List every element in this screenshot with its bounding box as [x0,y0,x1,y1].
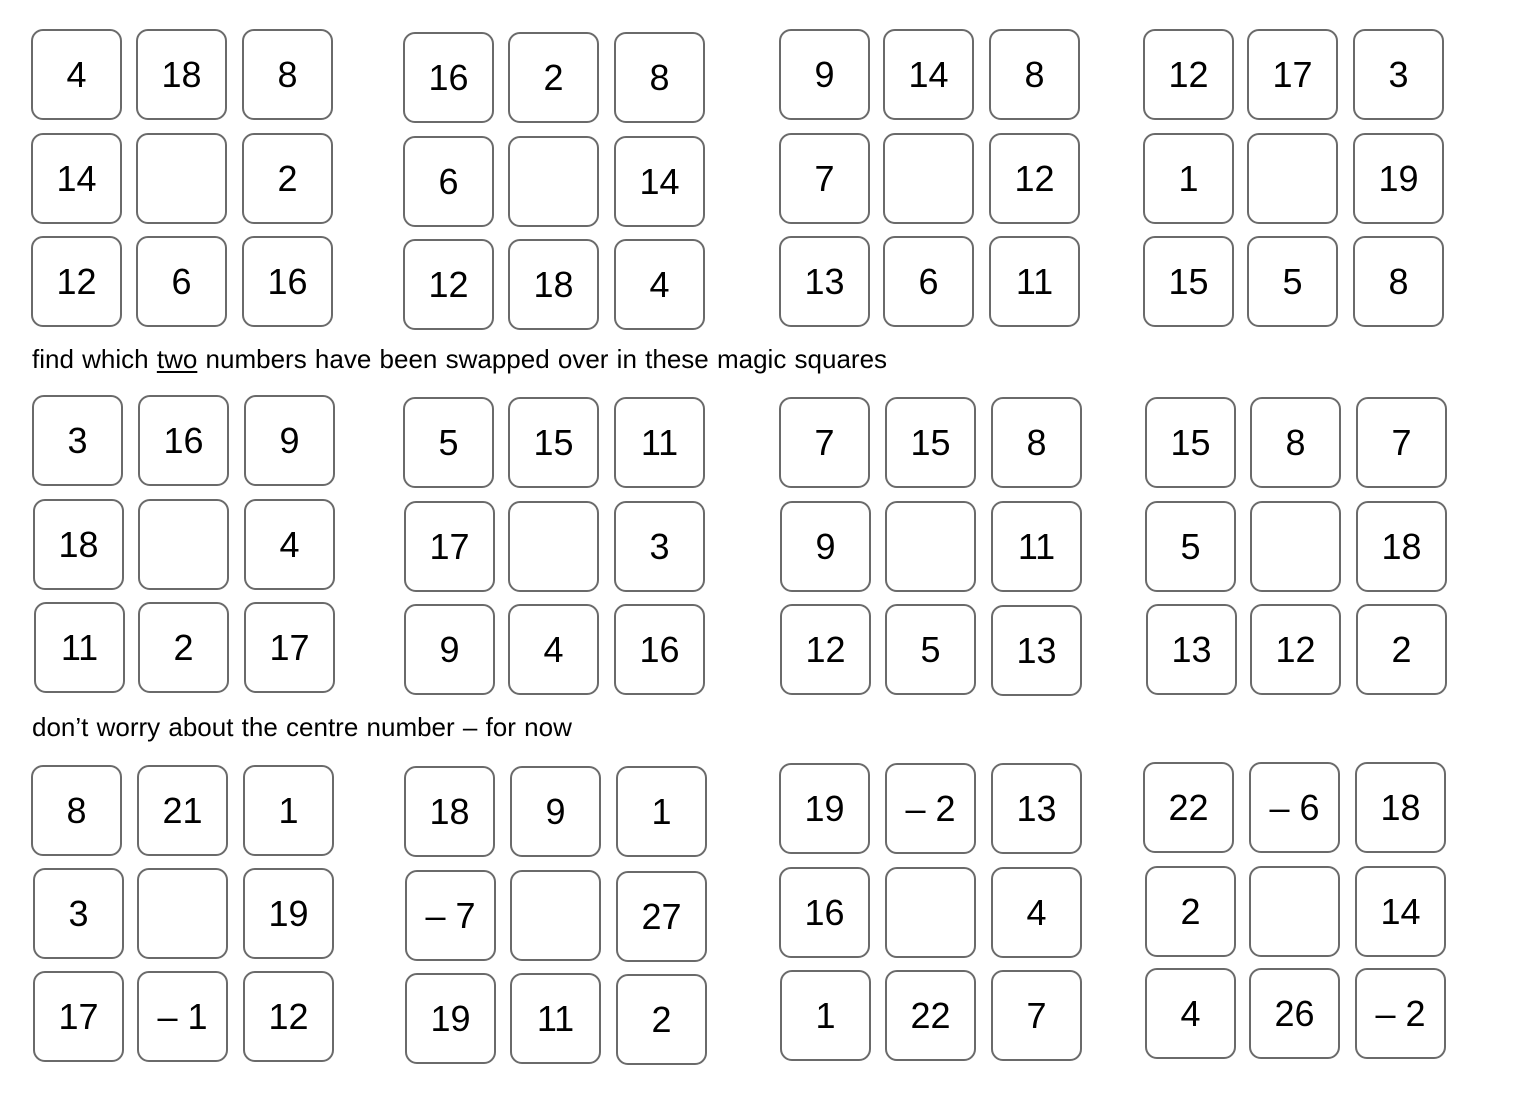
magic-square-r1-c3 [779,29,1089,335]
cell-value: 5 [1180,525,1201,567]
centre-cell [1249,866,1340,957]
square-cell [31,133,122,224]
square-cell [136,29,227,120]
square-cell [508,604,599,695]
magic-square-r1-c4 [1143,29,1453,335]
square-cell [243,971,334,1062]
square-cell [1247,236,1338,327]
square-cell [33,868,124,959]
cell-value: 12 [1275,628,1316,670]
magic-square-r1-c2 [403,32,713,338]
cell-value: 18 [1380,786,1421,828]
square-cell [883,236,974,327]
magic-square-r3-c3 [779,763,1089,1069]
square-cell [244,395,335,486]
cell-value: – 2 [1375,992,1426,1034]
square-cell [1355,866,1446,957]
cell-value: 4 [1026,891,1047,933]
square-cell [508,32,599,123]
cell-value: 4 [279,523,300,565]
cell-value: 4 [649,263,670,305]
cell-value: 16 [428,56,469,98]
square-cell [1356,397,1447,488]
square-cell [614,397,705,488]
cell-value: 26 [1274,992,1315,1034]
square-cell [616,974,707,1065]
square-cell [885,970,976,1061]
square-cell [614,136,705,227]
cell-value: 6 [171,260,192,302]
cell-value: 12 [428,263,469,305]
square-cell [1145,968,1236,1059]
cell-value: 14 [908,53,949,95]
square-cell [614,501,705,592]
cell-value: 19 [1378,157,1419,199]
square-cell [780,970,871,1061]
cell-value: 18 [533,263,574,305]
cell-value: 13 [804,260,845,302]
cell-value: 17 [1272,53,1313,95]
square-cell [991,397,1082,488]
cell-value: 3 [67,419,88,461]
square-cell [1145,501,1236,592]
square-cell [1250,604,1341,695]
cell-value: 9 [279,419,300,461]
square-cell [885,397,976,488]
cell-value: 11 [1015,260,1054,302]
square-cell [243,868,334,959]
cell-value: 18 [1381,525,1422,567]
square-cell [991,763,1082,854]
cell-value: 9 [439,628,460,670]
cell-value: 3 [649,525,670,567]
centre-cell [136,133,227,224]
cell-value: 22 [1168,786,1209,828]
cell-value: 8 [1026,421,1047,463]
cell-value: 5 [438,421,459,463]
cell-value: 2 [1391,628,1412,670]
square-cell [404,501,495,592]
cell-value: – 1 [157,995,208,1037]
square-cell [614,32,705,123]
instruction-text-end: numbers have been swapped over in these magic squares [197,344,888,374]
square-cell [1143,236,1234,327]
magic-square-r2-c3 [779,397,1089,703]
square-cell [989,133,1080,224]
centre-cell [1250,501,1341,592]
square-cell [1250,397,1341,488]
cell-value: 16 [804,891,845,933]
square-cell [403,239,494,330]
square-cell [242,133,333,224]
square-cell [403,397,494,488]
square-cell [508,397,599,488]
square-cell [31,765,122,856]
cell-value: 13 [1016,629,1057,671]
cell-value: 13 [1171,628,1212,670]
square-cell [404,766,495,857]
square-cell [1353,133,1444,224]
square-cell [403,136,494,227]
square-cell [405,870,496,961]
cell-value: 8 [66,789,87,831]
cell-value: 7 [1026,994,1047,1036]
square-cell [1353,29,1444,120]
cell-value: 5 [920,628,941,670]
centre-cell [508,501,599,592]
cell-value: 8 [277,53,298,95]
centre-cell [1247,133,1338,224]
cell-value: 1 [651,790,672,832]
cell-value: 1 [815,994,836,1036]
cell-value: 2 [1180,890,1201,932]
centre-cell [137,868,228,959]
cell-value: 2 [173,626,194,668]
cell-value: 18 [429,790,470,832]
cell-value: 8 [1024,53,1045,95]
cell-value: 11 [536,997,575,1039]
cell-value: 14 [1380,890,1421,932]
square-cell [32,395,123,486]
square-cell [1145,397,1236,488]
magic-square-r3-c4 [1143,762,1453,1068]
cell-value: 15 [1170,421,1211,463]
centre-cell [883,133,974,224]
cell-value: 8 [1388,260,1409,302]
cell-value: 13 [1016,787,1057,829]
cell-value: 6 [438,160,459,202]
square-cell [242,236,333,327]
magic-square-r3-c1 [31,765,341,1071]
square-cell [989,29,1080,120]
square-cell [991,867,1082,958]
magic-square-r2-c1 [32,395,342,701]
square-cell [244,602,335,693]
magic-square-r2-c2 [403,397,713,703]
cell-value: 6 [918,260,939,302]
cell-value: – 2 [905,787,956,829]
square-cell [1355,762,1446,853]
instruction-text-start: find which [32,344,157,374]
square-cell [614,239,705,330]
cell-value: 9 [815,525,836,567]
cell-value: 17 [269,626,310,668]
square-cell [1353,236,1444,327]
cell-value: 9 [814,53,835,95]
cell-value: 11 [1017,525,1056,567]
cell-value: 16 [267,260,308,302]
square-cell [991,501,1082,592]
cell-value: – 6 [1269,786,1320,828]
cell-value: 12 [1168,53,1209,95]
cell-value: 2 [277,157,298,199]
cell-value: 19 [268,892,309,934]
centre-cell [885,867,976,958]
square-cell [616,766,707,857]
square-cell [405,973,496,1064]
square-cell [779,867,870,958]
cell-value: 3 [1388,53,1409,95]
cell-value: 12 [1014,157,1055,199]
cell-value: 11 [60,626,99,668]
square-cell [883,29,974,120]
cell-value: 17 [429,525,470,567]
cell-value: 19 [804,787,845,829]
square-cell [34,602,125,693]
square-cell [1143,762,1234,853]
square-cell [404,604,495,695]
square-cell [244,499,335,590]
square-cell [1145,866,1236,957]
cell-value: 7 [814,157,835,199]
square-cell [243,765,334,856]
instruction-emphasis: two [156,344,198,374]
square-cell [779,397,870,488]
cell-value: 5 [1282,260,1303,302]
centre-cell [885,501,976,592]
square-cell [885,763,976,854]
cell-value: 4 [1180,992,1201,1034]
cell-value: 14 [56,157,97,199]
square-cell [1356,501,1447,592]
cell-value: 2 [543,56,564,98]
cell-value: 12 [268,995,309,1037]
cell-value: 16 [639,628,680,670]
cell-value: 7 [1391,421,1412,463]
cell-value: 1 [278,789,299,831]
square-cell [780,604,871,695]
square-cell [779,236,870,327]
cell-value: 4 [543,628,564,670]
magic-square-r2-c4 [1145,397,1455,703]
square-cell [33,971,124,1062]
square-cell [31,236,122,327]
cell-value: 22 [910,994,951,1036]
square-cell [31,29,122,120]
centre-cell [510,870,601,961]
cell-value: – 7 [425,894,476,936]
square-cell [614,604,705,695]
square-cell [885,604,976,695]
square-cell [1249,762,1340,853]
square-cell [510,766,601,857]
cell-value: 18 [58,523,99,565]
cell-value: 18 [161,53,202,95]
cell-value: 9 [545,790,566,832]
cell-value: 17 [58,995,99,1037]
cell-value: 8 [649,56,670,98]
square-cell [779,29,870,120]
cell-value: 2 [651,998,672,1040]
cell-value: 16 [163,419,204,461]
cell-value: 12 [805,628,846,670]
square-cell [1249,968,1340,1059]
square-cell [780,501,871,592]
square-cell [242,29,333,120]
square-cell [136,236,227,327]
instruction-note: don’t worry about the centre number – for now [32,712,572,742]
cell-value: 15 [533,421,574,463]
square-cell [1143,133,1234,224]
square-cell [1146,604,1237,695]
instruction-text [32,346,887,372]
square-cell [1143,29,1234,120]
cell-value: 12 [56,260,97,302]
square-cell [137,765,228,856]
cell-value: 21 [162,789,203,831]
square-cell [991,970,1082,1061]
cell-value: 3 [68,892,89,934]
square-cell [1355,968,1446,1059]
square-cell [779,133,870,224]
centre-cell [138,499,229,590]
square-cell [403,32,494,123]
square-cell [616,871,707,962]
cell-value: 11 [640,421,679,463]
square-cell [779,763,870,854]
cell-value: 4 [66,53,87,95]
magic-square-r3-c2 [404,766,714,1072]
cell-value: 7 [814,421,835,463]
magic-square-r1-c1 [31,29,341,335]
centre-cell [508,136,599,227]
cell-value: 27 [641,895,682,937]
square-cell [991,605,1082,696]
square-cell [989,236,1080,327]
cell-value: 19 [430,997,471,1039]
square-cell [1247,29,1338,120]
square-cell [138,602,229,693]
cell-value: 1 [1178,157,1199,199]
cell-value: 15 [1168,260,1209,302]
square-cell [1356,604,1447,695]
square-cell [508,239,599,330]
cell-value: 15 [910,421,951,463]
square-cell [33,499,124,590]
cell-value: 14 [639,160,680,202]
square-cell [137,971,228,1062]
cell-value: 8 [1285,421,1306,463]
square-cell [138,395,229,486]
square-cell [510,973,601,1064]
